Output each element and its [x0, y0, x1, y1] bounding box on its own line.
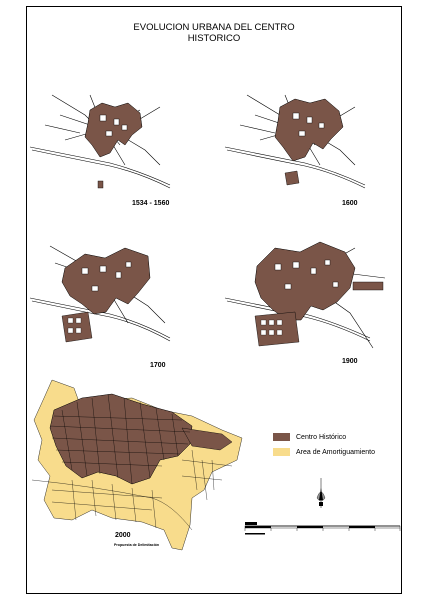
map-1900 [225, 238, 385, 363]
legend-swatch-buffer [273, 448, 290, 456]
legend-label-buffer: Area de Amortiguamiento [296, 448, 375, 456]
map-sublabel-2000: Propuesta de Delimitación [114, 543, 160, 547]
map-label-1534-1560: 1534 - 1560 [132, 200, 170, 207]
north-arrow-icon [314, 478, 328, 508]
legend-item-historic [273, 433, 346, 441]
map-2000 [32, 380, 262, 550]
map-1700 [30, 238, 180, 358]
scale-bar [244, 518, 402, 538]
map-label-1600: 1600 [342, 200, 358, 207]
map-label-2000: 2000 [115, 532, 131, 539]
map-label-1700: 1700 [150, 362, 166, 369]
page-title [26, 22, 402, 44]
legend-item-buffer [273, 448, 375, 456]
map-1534-1560 [30, 85, 180, 195]
legend-swatch-historic [273, 433, 290, 441]
title-line-2: HISTORICO [187, 33, 241, 44]
map-1600 [225, 85, 375, 200]
legend-label-historic: Centro Histórico [296, 433, 347, 441]
title-line-1: EVOLUCION URBANA DEL CENTRO [133, 22, 295, 33]
map-label-1900: 1900 [342, 358, 358, 365]
